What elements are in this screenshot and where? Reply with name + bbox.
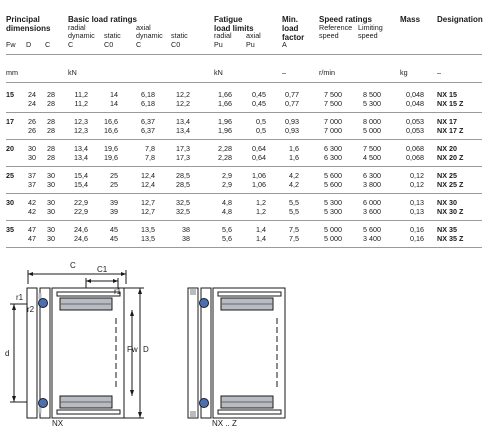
cell-mass: 0,068 (406, 144, 424, 153)
cell-d: 30 (28, 144, 36, 153)
cell-pur: 2,28 (218, 144, 232, 153)
fw-value: 20 (6, 144, 14, 153)
cell-c: 28 (47, 98, 55, 108)
fw-value: 30 (6, 198, 14, 207)
symbol-pu-a: Pu (246, 40, 255, 49)
label-r1-left: r1 (16, 293, 24, 302)
cell-des: NX 15 Z (437, 98, 464, 108)
cell-pua: 1,06 (252, 179, 266, 189)
cell-c: 30 (47, 171, 55, 180)
cell-c0a: 38 (182, 233, 190, 243)
cell-c0r: 39 (110, 206, 118, 216)
cell-mass: 0,12 (410, 179, 424, 189)
cell-mass: 0,048 (406, 98, 424, 108)
cell-lim: 8 000 (363, 117, 381, 126)
unit-fatigue: kN (214, 68, 223, 77)
cell-mass: 0,053 (406, 117, 424, 126)
cell-c0r: 25 (110, 179, 118, 189)
cell-des: NX 30 Z (437, 206, 464, 216)
cell-c: 30 (47, 206, 55, 216)
cell-pua: 0,45 (252, 90, 266, 99)
cell-des: NX 35 (437, 225, 457, 234)
cell-cr: 15,4 (74, 171, 88, 180)
symbol-c0-stat-a: C0 (171, 40, 181, 49)
caption-nx: NX (52, 419, 64, 428)
cell-c: 30 (47, 233, 55, 243)
cell-pua: 1,4 (256, 233, 266, 243)
subhead-fatigue-radial: radial (214, 31, 232, 40)
cell-c: 30 (47, 198, 55, 207)
cell-ref: 5 600 (324, 179, 342, 189)
cell-c0a: 17,3 (176, 144, 190, 153)
cell-cr: 12,3 (74, 117, 88, 126)
cell-lim: 4 500 (363, 152, 381, 162)
row-divider (6, 220, 482, 221)
fw-value: 17 (6, 117, 14, 126)
unit-mass: kg (400, 68, 408, 77)
cell-d: 26 (28, 125, 36, 135)
row-divider (6, 139, 482, 140)
subhead-axial: axial (136, 23, 151, 32)
cell-cr: 11,2 (74, 90, 88, 99)
col-mass: Mass (400, 15, 421, 24)
cell-ref: 5 300 (324, 206, 342, 216)
cell-cr: 12,3 (74, 125, 88, 135)
subhead-fatigue-axial: axial (246, 31, 261, 40)
cell-des: NX 17 Z (437, 125, 464, 135)
subhead-dynamic-a: dynamic (136, 31, 163, 40)
cell-d: 24 (28, 90, 36, 99)
cell-lim: 8 500 (363, 90, 381, 99)
symbol-d: D (26, 40, 32, 49)
cell-d: 26 (28, 117, 36, 126)
label-r1-right: r1 (114, 287, 122, 296)
cell-pua: 0,45 (252, 98, 266, 108)
cell-des: NX 20 (437, 144, 457, 153)
subhead-static-a: static (171, 31, 188, 40)
cell-des: NX 25 (437, 171, 457, 180)
cell-pur: 5,6 (222, 225, 232, 234)
cell-c0a: 13,4 (176, 125, 190, 135)
cell-d: 47 (28, 225, 36, 234)
cell-cr: 22,9 (74, 206, 88, 216)
cell-pur: 1,96 (218, 117, 232, 126)
cell-d: 42 (28, 206, 36, 216)
symbol-a: A (282, 40, 287, 49)
cell-ca: 6,37 (141, 117, 155, 126)
cell-ref: 6 300 (324, 152, 342, 162)
cell-d: 37 (28, 179, 36, 189)
cell-cr: 13,4 (74, 144, 88, 153)
cell-c0a: 32,5 (176, 198, 190, 207)
cell-c0r: 45 (110, 225, 118, 234)
cell-ca: 12,4 (141, 179, 155, 189)
cell-des: NX 20 Z (437, 152, 464, 162)
cell-c0a: 28,5 (176, 179, 190, 189)
cell-cr: 11,2 (74, 98, 88, 108)
cell-ca: 13,5 (141, 233, 155, 243)
cell-ref: 7 500 (324, 90, 342, 99)
label-r2: r2 (27, 305, 35, 314)
cell-pur: 2,9 (222, 171, 232, 180)
cell-d: 47 (28, 233, 36, 243)
nx-drawing (10, 270, 144, 418)
cell-pur: 4,8 (222, 198, 232, 207)
cell-a: 5,5 (289, 206, 299, 216)
caption-nx-z: NX .. Z (212, 419, 237, 428)
cell-lim: 3 400 (363, 233, 381, 243)
cell-mass: 0,12 (410, 171, 424, 180)
cell-c0a: 38 (182, 225, 190, 234)
cell-c: 28 (47, 90, 55, 99)
cell-lim: 5 000 (363, 125, 381, 135)
symbol-fw: Fw (6, 40, 16, 49)
cell-a: 1,6 (289, 152, 299, 162)
col-fatigue-load-limits: Fatigue load limits (214, 15, 254, 33)
cell-ca: 6,18 (141, 98, 155, 108)
fw-value: 15 (6, 90, 14, 99)
cell-a: 0,77 (285, 98, 299, 108)
cell-c0r: 16,6 (104, 117, 118, 126)
cell-d: 24 (28, 98, 36, 108)
cell-a: 4,2 (289, 171, 299, 180)
cell-ca: 12,4 (141, 171, 155, 180)
symbol-c-dyn-r: C (68, 40, 74, 49)
symbol-pu-r: Pu (214, 40, 223, 49)
cell-d: 37 (28, 171, 36, 180)
unit-loads: kN (68, 68, 77, 77)
cell-c0a: 13,4 (176, 117, 190, 126)
cell-c0a: 28,5 (176, 171, 190, 180)
cell-lim: 3 800 (363, 179, 381, 189)
cell-mass: 0,068 (406, 152, 424, 162)
cell-a: 5,5 (289, 198, 299, 207)
cell-c: 30 (47, 179, 55, 189)
cell-lim: 6 300 (363, 171, 381, 180)
cell-ref: 5 300 (324, 198, 342, 207)
cell-c0r: 14 (110, 98, 118, 108)
cell-c0r: 14 (110, 90, 118, 99)
label-c: C (70, 261, 76, 270)
cell-pur: 2,28 (218, 152, 232, 162)
cell-ca: 7,8 (145, 152, 155, 162)
col-principal-dimensions: Principal dimensions (6, 15, 51, 33)
cell-a: 0,77 (285, 90, 299, 99)
cell-ca: 7,8 (145, 144, 155, 153)
cell-c0r: 45 (110, 233, 118, 243)
subhead-static-r: static (104, 31, 121, 40)
cell-ref: 5 000 (324, 225, 342, 234)
cell-pua: 0,64 (252, 144, 266, 153)
cell-pua: 1,4 (256, 225, 266, 234)
fw-value: 35 (6, 225, 14, 234)
row-divider (6, 112, 482, 113)
cell-pur: 4,8 (222, 206, 232, 216)
cell-mass: 0,048 (406, 90, 424, 99)
cell-c0a: 32,5 (176, 206, 190, 216)
subhead-radial: radial (68, 23, 86, 32)
cell-pua: 0,5 (256, 117, 266, 126)
cell-c0a: 12,2 (176, 98, 190, 108)
label-d: d (5, 349, 10, 358)
unit-speed: r/min (319, 68, 335, 77)
cell-lim: 5 600 (363, 225, 381, 234)
unit-designation: – (437, 68, 441, 77)
cell-ref: 7 000 (324, 125, 342, 135)
cell-c0a: 12,2 (176, 90, 190, 99)
unit-dims: mm (6, 68, 18, 77)
cell-pur: 1,96 (218, 125, 232, 135)
cell-a: 0,93 (285, 125, 299, 135)
unit-factor: – (282, 68, 286, 77)
cell-c: 30 (47, 225, 55, 234)
cell-ref: 7 000 (324, 117, 342, 126)
cell-mass: 0,13 (410, 206, 424, 216)
cell-a: 4,2 (289, 179, 299, 189)
cell-ca: 6,37 (141, 125, 155, 135)
cell-c0a: 17,3 (176, 152, 190, 162)
cell-des: NX 15 (437, 90, 457, 99)
cell-ref: 7 500 (324, 98, 342, 108)
label-fw: Fw (127, 345, 138, 354)
cell-ref: 6 300 (324, 144, 342, 153)
cell-c: 28 (47, 125, 55, 135)
cell-a: 0,93 (285, 117, 299, 126)
cell-mass: 0,053 (406, 125, 424, 135)
cell-c: 28 (47, 117, 55, 126)
cell-a: 7,5 (289, 225, 299, 234)
cell-cr: 24,6 (74, 225, 88, 234)
cell-cr: 24,6 (74, 233, 88, 243)
cell-des: NX 17 (437, 117, 457, 126)
cell-c: 28 (47, 152, 55, 162)
row-divider (6, 247, 482, 248)
cell-des: NX 30 (437, 198, 457, 207)
cell-lim: 3 600 (363, 206, 381, 216)
cell-pur: 2,9 (222, 179, 232, 189)
nx-z-drawing (188, 288, 285, 418)
fw-value: 25 (6, 171, 14, 180)
cell-pur: 5,6 (222, 233, 232, 243)
cell-lim: 6 000 (363, 198, 381, 207)
cell-mass: 0,16 (410, 233, 424, 243)
cell-mass: 0,16 (410, 225, 424, 234)
cell-pua: 1,06 (252, 171, 266, 180)
col-designation: Designation (437, 15, 483, 24)
cell-lim: 7 500 (363, 144, 381, 153)
cell-c0r: 25 (110, 171, 118, 180)
symbol-c-dyn-a: C (136, 40, 142, 49)
subhead-reference-speed: Reference speed (319, 23, 353, 40)
cell-pua: 1,2 (256, 198, 266, 207)
cell-des: NX 25 Z (437, 179, 464, 189)
cell-c0r: 19,6 (104, 152, 118, 162)
label-big-d: D (143, 345, 149, 354)
cell-d: 42 (28, 198, 36, 207)
cell-cr: 13,4 (74, 152, 88, 162)
subhead-limiting-speed: Limiting speed (358, 23, 383, 40)
cell-ref: 5 000 (324, 233, 342, 243)
cell-c0r: 39 (110, 198, 118, 207)
cell-d: 30 (28, 152, 36, 162)
symbol-c0-stat-r: C0 (104, 40, 114, 49)
cell-mass: 0,13 (410, 198, 424, 207)
cell-cr: 15,4 (74, 179, 88, 189)
cell-c0r: 19,6 (104, 144, 118, 153)
cell-des: NX 35 Z (437, 233, 464, 243)
bearing-diagram (0, 252, 488, 432)
cell-cr: 22,9 (74, 198, 88, 207)
col-basic-load-ratings: Basic load ratings (68, 15, 137, 24)
cell-pua: 0,5 (256, 125, 266, 135)
row-divider (6, 193, 482, 194)
cell-ca: 13,5 (141, 225, 155, 234)
label-c1: C1 (97, 265, 108, 274)
cell-pua: 1,2 (256, 206, 266, 216)
cell-pua: 0,64 (252, 152, 266, 162)
cell-ref: 5 600 (324, 171, 342, 180)
col-speed-ratings: Speed ratings (319, 15, 372, 24)
row-divider (6, 166, 482, 167)
cell-ca: 6,18 (141, 90, 155, 99)
cell-a: 1,6 (289, 144, 299, 153)
cell-ca: 12,7 (141, 198, 155, 207)
cell-c: 28 (47, 144, 55, 153)
cell-pur: 1,66 (218, 98, 232, 108)
cell-c0r: 16,6 (104, 125, 118, 135)
symbol-c: C (45, 40, 51, 49)
cell-pur: 1,66 (218, 90, 232, 99)
cell-a: 7,5 (289, 233, 299, 243)
cell-lim: 5 300 (363, 98, 381, 108)
subhead-dynamic-r: dynamic (68, 31, 95, 40)
cell-ca: 12,7 (141, 206, 155, 216)
col-min-load-factor: Min. load factor (282, 15, 305, 42)
